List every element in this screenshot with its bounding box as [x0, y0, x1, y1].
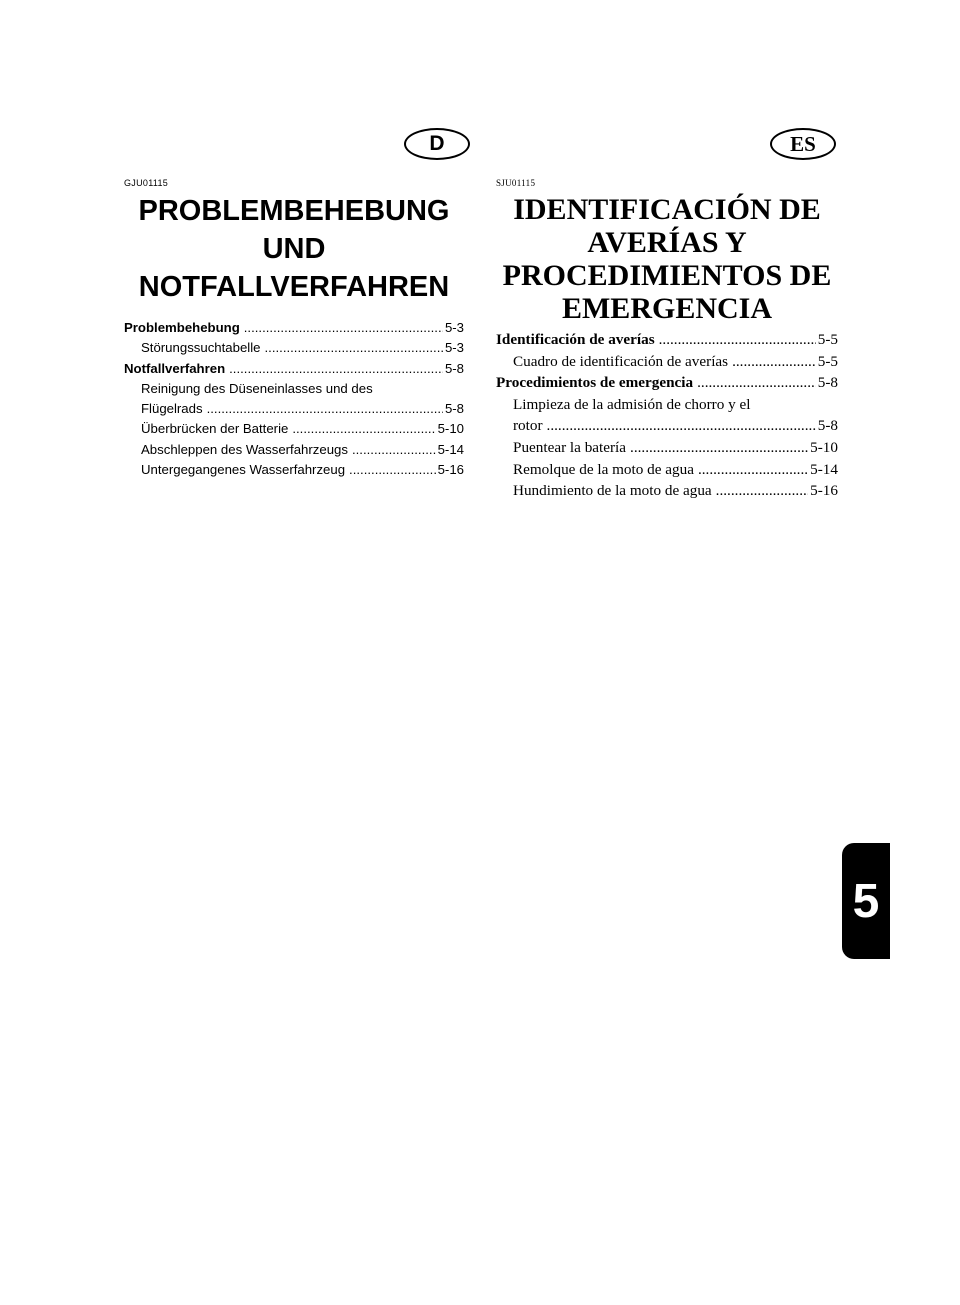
toc-entry[interactable] [496, 482, 838, 504]
toc-leader-dots [229, 361, 443, 376]
toc-entry-label: Cuadro de identificación de averías [513, 352, 729, 370]
toc-leader-dots [547, 417, 816, 435]
toc-entry-continuation[interactable] [124, 401, 464, 421]
chapter-title-line: PROCEDIMIENTOS DE [502, 259, 832, 292]
toc-entry-label: Reinigung des Düseneinlasses und des [141, 380, 373, 396]
chapter-title [496, 193, 838, 325]
chapter-title-line: IDENTIFICACIÓN DE [513, 193, 821, 226]
toc-page-number: 5-10 [810, 438, 838, 456]
toc-entry[interactable] [124, 320, 464, 340]
toc-leader-dots [630, 439, 808, 457]
toc-page-number: 5-8 [817, 417, 838, 435]
chapter-number-tab: 5 [842, 843, 890, 959]
toc-page-number: 5-3 [444, 320, 464, 335]
table-of-contents [496, 331, 838, 504]
toc-leader-dots [352, 442, 436, 457]
toc-leader-dots [732, 353, 816, 371]
toc-page-number: 5-16 [810, 482, 838, 500]
toc-leader-dots [697, 374, 816, 392]
toc-leader-dots [716, 482, 809, 500]
toc-leader-dots [265, 340, 443, 355]
toc-page-number: 5-14 [810, 460, 838, 478]
column-spanish [496, 178, 838, 504]
toc-page-number: 5-5 [817, 331, 838, 348]
toc-page-number: 5-8 [817, 374, 838, 392]
toc-page-number: 5-8 [444, 360, 464, 376]
toc-entry[interactable] [124, 381, 464, 401]
chapter-title-line: NOTFALLVERFAHREN [138, 271, 450, 303]
toc-entry[interactable] [124, 462, 464, 482]
toc-page-number: 5-10 [437, 421, 464, 437]
toc-entry[interactable] [496, 396, 838, 418]
toc-entry-label: rotor [513, 417, 543, 435]
toc-entry-label: Identificación de averías [496, 331, 655, 348]
toc-entry[interactable] [496, 353, 838, 375]
toc-entry[interactable] [496, 331, 838, 353]
toc-entry-label: Procedimientos de emergencia [496, 374, 694, 392]
toc-entry-label: Hundimiento de la moto de agua [513, 482, 712, 500]
toc-leader-dots [698, 461, 808, 479]
toc-leader-dots [207, 401, 443, 416]
toc-entry[interactable] [124, 442, 464, 462]
toc-entry-label: Abschleppen des Wasserfahrzeugs [141, 441, 348, 457]
toc-entry-label: Notfallverfahren [124, 360, 226, 376]
toc-entry-label: Remolque de la moto de agua [513, 460, 694, 478]
toc-page-number: 5-16 [437, 462, 464, 478]
toc-leader-dots [349, 462, 436, 477]
toc-page-number: 5-8 [444, 401, 464, 417]
language-badge-de: D [404, 128, 470, 160]
toc-page-number: 5-14 [437, 441, 464, 457]
toc-entry[interactable] [124, 340, 464, 360]
toc-entry-label: Problembehebung [124, 320, 240, 335]
toc-entry-continuation[interactable] [496, 417, 838, 439]
toc-leader-dots [659, 331, 816, 349]
toc-leader-dots [292, 421, 435, 436]
toc-entry[interactable] [496, 374, 838, 396]
toc-entry-label: Störungssuchtabelle [141, 340, 261, 356]
section-code: SJU01115 [496, 178, 536, 188]
chapter-title-line: UND [262, 233, 326, 265]
language-badge-es: ES [770, 128, 836, 160]
toc-entry[interactable] [124, 421, 464, 441]
toc-entry[interactable] [124, 361, 464, 381]
toc-entry-label: Puentear la batería [513, 438, 627, 456]
chapter-title [124, 192, 464, 306]
chapter-title-line: AVERÍAS Y [587, 226, 747, 259]
toc-entry-label: Untergegangenes Wasserfahrzeug [141, 462, 346, 478]
table-of-contents [124, 320, 464, 482]
chapter-title-line: PROBLEMBEHEBUNG [138, 195, 450, 227]
column-german [124, 178, 464, 482]
toc-entry[interactable] [496, 461, 838, 483]
toc-entry-label: Überbrücken der Batterie [141, 421, 289, 437]
toc-page-number: 5-3 [444, 340, 464, 356]
chapter-title-line: EMERGENCIA [561, 292, 772, 325]
toc-leader-dots [244, 320, 443, 335]
toc-entry-label: Flügelrads [141, 401, 203, 417]
section-code: GJU01115 [124, 178, 169, 188]
toc-page-number: 5-5 [817, 352, 838, 370]
toc-entry[interactable] [496, 439, 838, 461]
toc-entry-label: Limpieza de la admisión de chorro y el [513, 395, 751, 413]
